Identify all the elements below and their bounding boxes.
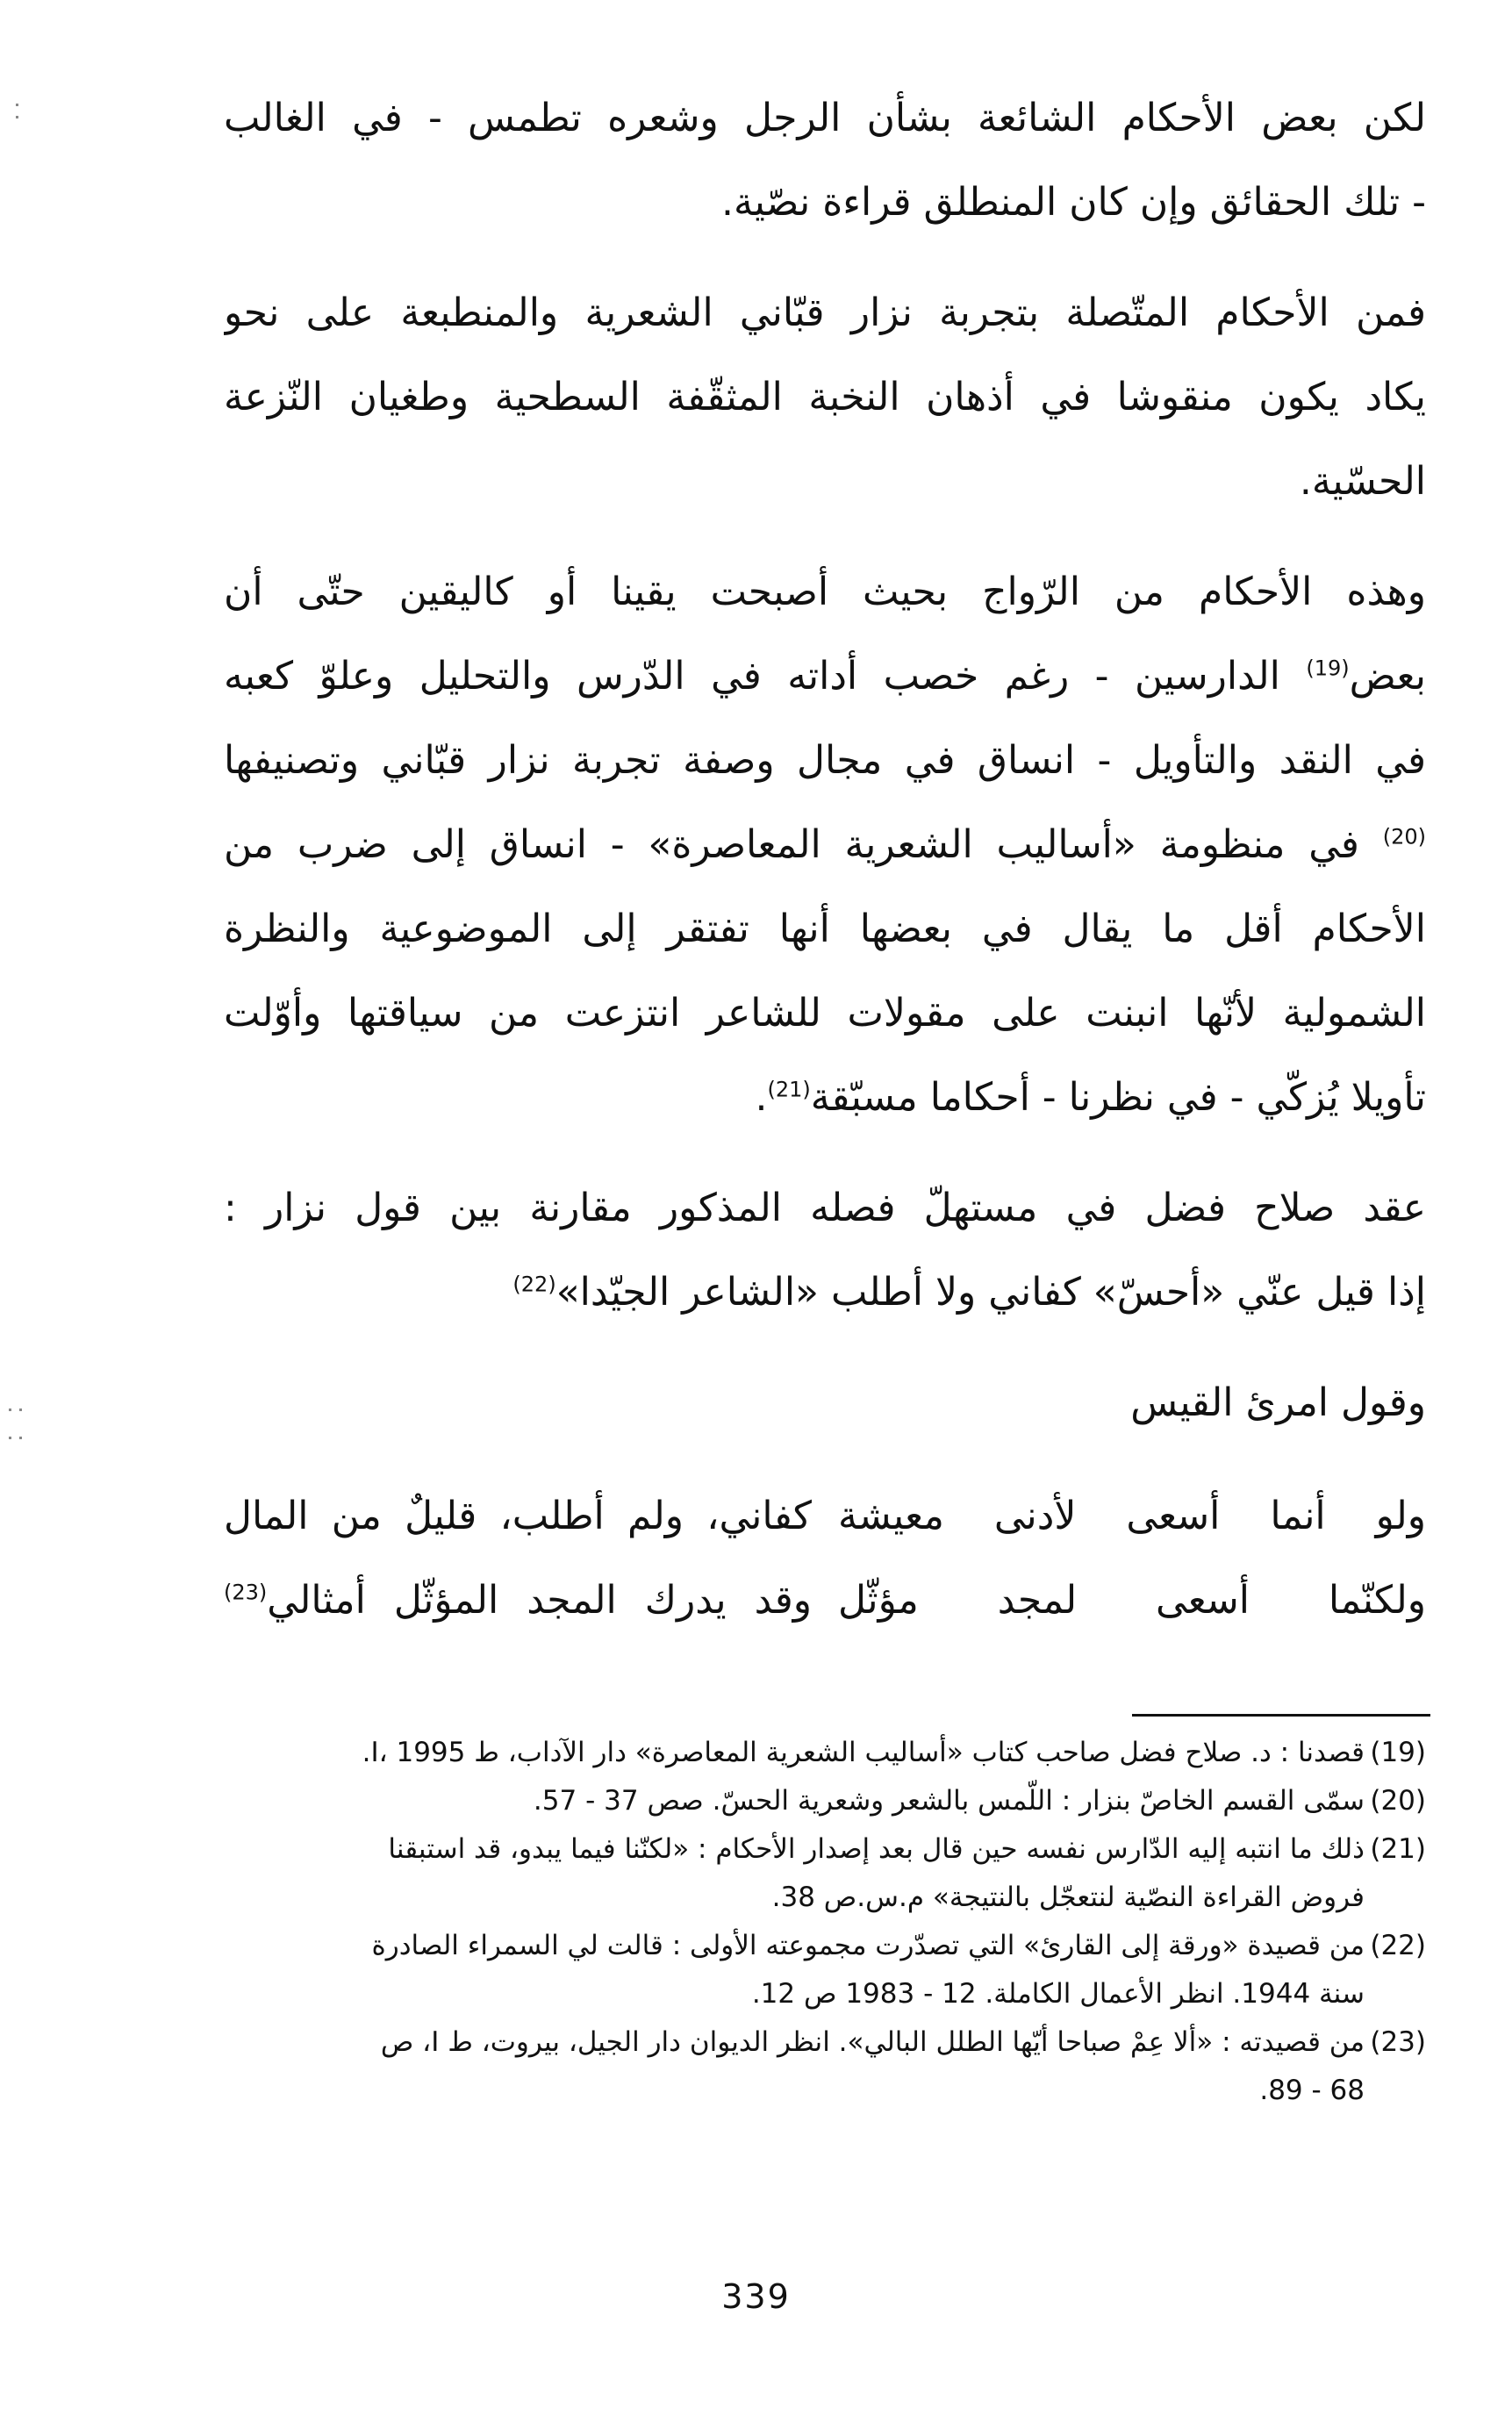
- footnote-number: (23): [1370, 2026, 1426, 2058]
- footnote-text: من قصيدته : «ألا عِمْ صباحا أيّها الطلل البالي». انظر الديوان دار الجيل، بيروت، ط I، ص: [380, 2026, 1365, 2058]
- footnote-text: من قصيدة «ورقة إلى القارئ» التي تصدّرت مجموعته الأولى : قالت لي السمراء الصادرة: [371, 1930, 1365, 1961]
- footnote-text: سمّى القسم الخاصّ بنزار : اللّمس بالشعر وشعرية الحسّ. صص 37 - 57.: [533, 1785, 1365, 1817]
- text-line: الأحكام أقل ما يقال في بعضها أنها تفتقر إلى الموضوعية والنظرة: [224, 907, 1426, 951]
- footnote: [224, 1729, 1426, 1777]
- paragraph-4: [224, 1166, 1426, 1335]
- verse-hemistich: ولكنّما أسعى لمجد مؤثّل: [838, 1578, 1426, 1623]
- verse-intro: وقول امرئ القيس: [1130, 1380, 1426, 1425]
- verse-hemistich: وقد يدرك المجد المؤثّل أمثالي$^{(23)}$: [224, 1578, 812, 1623]
- verse-line: [224, 1559, 1426, 1643]
- text-line: لكن بعض الأحكام الشائعة بشأن الرجل وشعره تطمس - في الغالب: [224, 96, 1426, 140]
- footnote-ref: (22): [512, 1272, 556, 1297]
- footnote-number: (19): [1370, 1737, 1426, 1768]
- verse-hemistich: ولو أنما أسعى لأدنى معيشة: [838, 1494, 1426, 1538]
- text-line: في النقد والتأويل - انساق في مجال وصفة تجربة نزار قبّاني وتصنيفها: [224, 738, 1426, 783]
- text-line: فمن الأحكام المتّصلة بتجربة نزار قبّاني الشعرية والمنطبعة على نحو: [224, 290, 1426, 335]
- paragraph-2: [224, 271, 1426, 524]
- text-line: يكاد يكون منقوشا في أذهان النخبة المثقّفة السطحية وطغيان النّزعة: [224, 375, 1426, 419]
- scan-mark: [19, 1409, 22, 1411]
- footnote-ref: (21): [767, 1077, 811, 1102]
- text-line: $^{(20)}$ في منظومة «أساليب الشعرية المعاصرة» - انساق إلى ضرب من: [224, 822, 1426, 867]
- footnote-ref: (23): [224, 1580, 268, 1605]
- scan-mark: [16, 116, 18, 118]
- text-line: بعض$^{(19)}$ الدارسين - رغم خصب أداته في الدّرس والتحليل وعلوّ كعبه: [224, 654, 1426, 699]
- paragraph-1: [224, 76, 1426, 245]
- footnote-text: فروض القراءة النصّية لنتعجّل بالنتيجة» م.س.ص 38.: [771, 1882, 1365, 1913]
- text-line: الحسّية.: [1299, 459, 1426, 504]
- scan-mark: [19, 1437, 22, 1439]
- paragraph-3: [224, 550, 1426, 1140]
- text-line: إذا قيل عنّي «أحسّ» كفاني ولا أطلب «الشاعر الجيّدا»$^{(22)}$: [512, 1270, 1426, 1315]
- text-line: - تلك الحقائق وإن كان المنطلق قراءة نصّية.: [721, 180, 1426, 225]
- verse-line: [224, 1474, 1426, 1559]
- text-line: وهذه الأحكام من الرّواج بحيث أصبحت يقينا أو كاليقين حتّى أن: [224, 570, 1426, 614]
- verse-hemistich: كفاني، ولم أطلب، قليلٌ من المال: [224, 1494, 812, 1538]
- scan-mark: [9, 1437, 11, 1439]
- footnote-ref: (20): [1382, 824, 1426, 849]
- scan-mark: [16, 104, 18, 106]
- verse-block: [224, 1474, 1426, 1643]
- footnote-text: 68 - 89.: [1259, 2075, 1365, 2106]
- footnote: [224, 1777, 1426, 1825]
- footnote: [224, 1825, 1426, 1922]
- footnote: [224, 2018, 1426, 2115]
- scan-mark: [9, 1409, 11, 1411]
- footnote-text: قصدنا : د. صلاح فضل صاحب كتاب «أساليب الشعرية المعاصرة» دار الآداب، ط I، 1995.: [362, 1737, 1365, 1768]
- footnote-number: (20): [1370, 1785, 1426, 1817]
- footnote-number: (22): [1370, 1930, 1426, 1961]
- text-line: الشمولية لأنّها انبنت على مقولات للشاعر انتزعت من سياقتها وأوّلت: [224, 991, 1426, 1036]
- footnote-text: ذلك ما انتبه إليه الدّارس نفسه حين قال بعد إصدار الأحكام : «لكنّنا فيما يبدو، قد استبقنا: [388, 1833, 1365, 1865]
- footnote-number: (21): [1370, 1833, 1426, 1865]
- footnote-ref: (19): [1306, 656, 1350, 681]
- footnote: [224, 1922, 1426, 2018]
- footnote-separator: [1132, 1714, 1430, 1717]
- text-line: تأويلا يُزكّي - في نظرنا - أحكاما مسبّقة$^{(21)}$.: [755, 1075, 1426, 1120]
- main-text: [224, 76, 1426, 1445]
- footnotes: [224, 1729, 1426, 2115]
- text-line: عقد صلاح فضل في مستهلّ فصله المذكور مقارنة بين قول نزار :: [224, 1186, 1426, 1230]
- footnote-text: سنة 1944. انظر الأعمال الكاملة. 12 - 1983 ص 12.: [751, 1978, 1365, 2010]
- page-number: 339: [721, 2277, 791, 2316]
